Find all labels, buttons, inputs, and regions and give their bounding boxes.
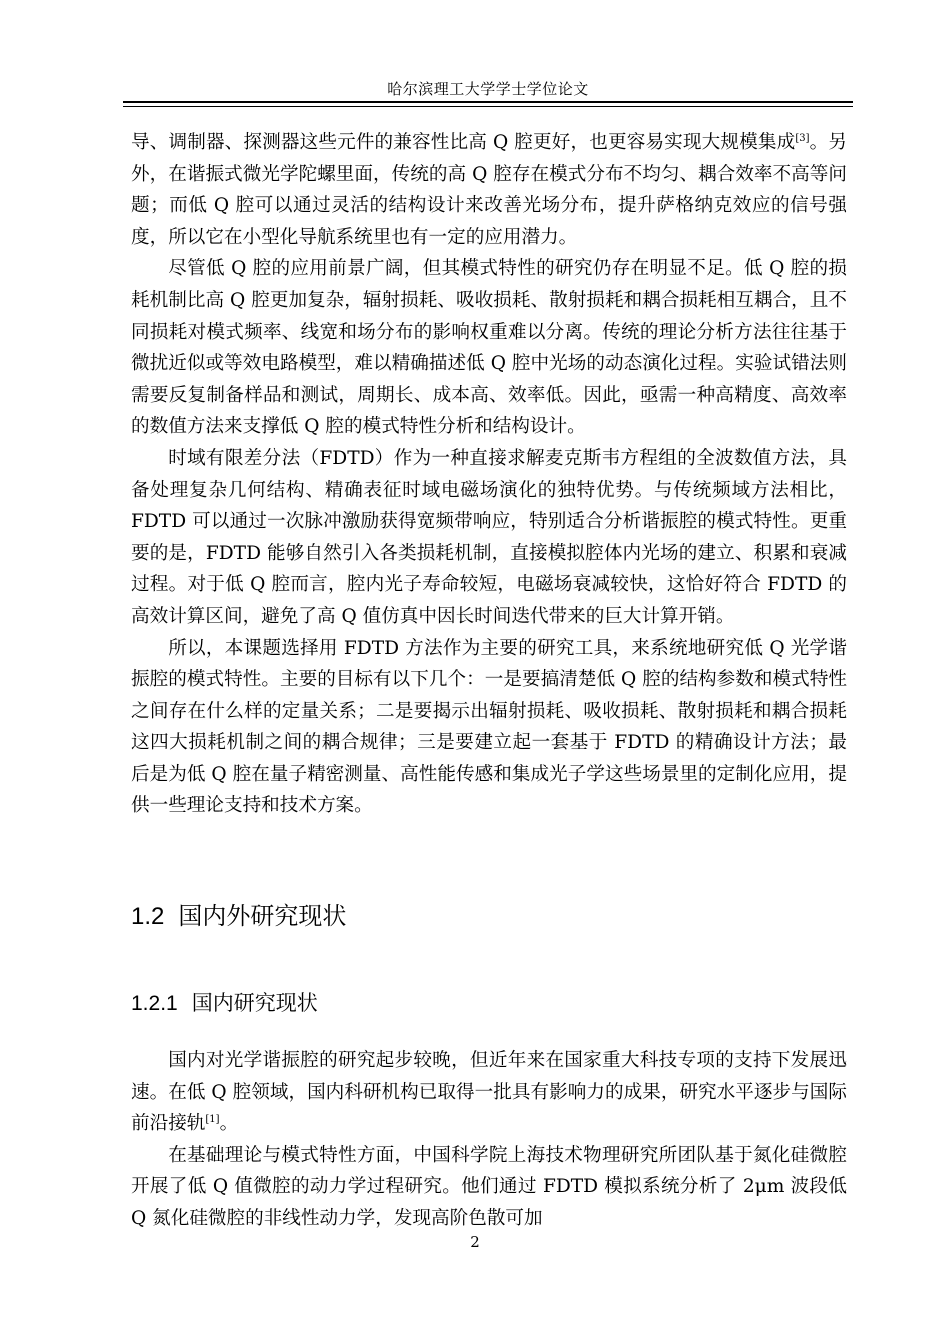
paragraph: [131, 443, 847, 633]
paragraph-text: 国内对光学谐振腔的研究起步较晚，但近年来在国家重大科技专项的支持下发展迅速。在低 Q 腔领域，国内科研机构已取得一批具有影响力的成果，研究水平逐步与国际前沿接轨: [131, 1050, 847, 1135]
section-title: 国内外研究现状: [178, 902, 347, 930]
paragraph: [131, 1045, 847, 1140]
subsection-number: 1.2.1: [131, 992, 178, 1015]
paragraph-text-continued: 。另外，在谐振式微光学陀螺里面，传统的高 Q 腔存在模式分布不均匀、耦合效率不高等问题；而低 Q 腔可以通过灵活的结构设计来改善光场分布，提升萨格纳克效应的信号强度，所以它在小型化导航系统里也有一定的应用潜力。: [131, 132, 847, 248]
paragraph-text: 时域有限差分法（FDTD）作为一种直接求解麦克斯韦方程组的全波数值方法，具备处理复杂几何结构、精确表征时域电磁场演化的独特优势。与传统频域方法相比，FDTD 可以通过一次脉冲激励获得宽频带响应，特别适合分析谐振腔的模式特性。更重要的是，FDTD 能够自然引入各类损耗机制，直接模拟腔体内光场的建立、积累和衰减过程。对于低 Q 腔而言，腔内光子寿命较短，电磁场衰减较快，这恰好符合 FDTD 的高效计算区间，避免了高 Q 值仿真中因长时间迭代带来的巨大计算开销。: [131, 447, 847, 627]
subsection-heading: [131, 988, 318, 1019]
paragraph-text: 在基础理论与模式特性方面，中国科学院上海技术物理研究所团队基于氮化硅微腔开展了低 Q 值微腔的动力学过程研究。他们通过 FDTD 模拟系统分析了 2μm 波段低 Q 氮化硅微腔的非线性动力学，发现高阶色散可加: [131, 1144, 847, 1229]
citation-ref: [1]: [205, 1114, 220, 1125]
paragraph-text-continued: 。: [219, 1113, 239, 1135]
header-rule-thin: [123, 106, 853, 107]
running-header: 哈尔滨理工大学学士学位论文: [387, 80, 589, 98]
paragraph: [131, 127, 847, 253]
page-number: 2: [470, 1233, 480, 1251]
citation-ref: [3]: [795, 132, 810, 144]
section-heading: [131, 900, 346, 933]
body-text-top: [131, 127, 847, 822]
paragraph-text: 所以，本课题选择用 FDTD 方法作为主要的研究工具，来系统地研究低 Q 光学谐振腔的模式特性。主要的目标有以下几个：一是要搞清楚低 Q 腔的结构参数和模式特性之间存在什么样的定量关系；二是要揭示出辐射损耗、吸收损耗、散射损耗和耦合损耗这四大损耗机制之间的耦合规律；三是要建立起一套基于 FDTD 的精确设计方法；最后是为低 Q 腔在量子精密测量、高性能传感和集成光子学这些场景里的定制化应用，提供一些理论支持和技术方案。: [131, 637, 847, 817]
section-number: 1.2: [131, 903, 165, 930]
body-text-bottom: [131, 1045, 847, 1235]
paragraph-text: 导、调制器、探测器这些元件的兼容性比高 Q 腔更好，也更容易实现大规模集成: [131, 132, 796, 153]
paragraph-text: 尽管低 Q 腔的应用前景广阔，但其模式特性的研究仍存在明显不足。低 Q 腔的损耗机制比高 Q 腔更加复杂，辐射损耗、吸收损耗、散射损耗和耦合损耗相互耦合，且不同损耗对模式频率、线宽和场分布的影响权重难以分离。传统的理论分析方法往往基于微扰近似或等效电路模型，难以精确描述低 Q 腔中光场的动态演化过程。实验试错法则需要反复制备样品和测试，周期长、成本高、效率低。因此，亟需一种高精度、高效率的数值方法来支撑低 Q 腔的模式特性分析和结构设计。: [131, 258, 847, 438]
paragraph: [131, 253, 847, 443]
paragraph: [131, 1140, 847, 1235]
header-rule-thick: [123, 101, 853, 103]
paragraph: [131, 633, 847, 823]
subsection-title: 国内研究现状: [191, 991, 318, 1015]
